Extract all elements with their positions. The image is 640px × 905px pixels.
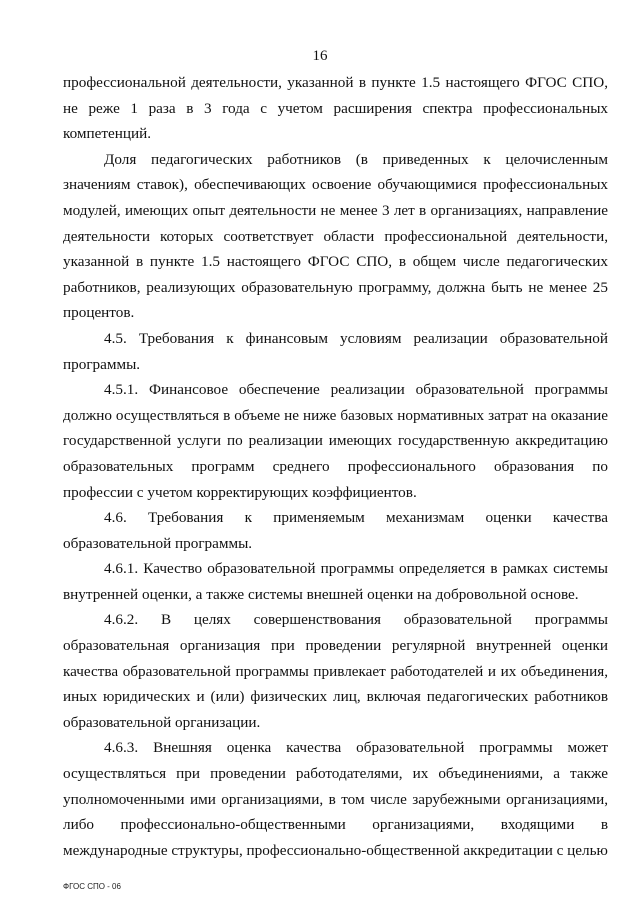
paragraph: профессиональной деятельности, указанной в пункте 1.5 настоящего ФГОС СПО, не реже 1 раза в 3 года с учетом расширения спектра профессиональных компетенций. xyxy=(63,74,608,143)
paragraph: Доля педагогических работников (в приведенных к целочисленным значениям ставок), обеспечивающих освоение обучающимися профессиональных модулей, имеющих опыт деятельности не менее 3 лет в организациях, направление деятельности которых соответствует области профессиональной деятельности, указанной в пункте 1.5 настоящего ФГОС СПО, в общем числе педагогических работников, реализующих образовательную программу, должна быть не менее 25 процентов. xyxy=(63,150,608,322)
section-heading: 4.6. Требования к применяемым механизмам оценки качества образовательной программы. xyxy=(63,509,608,552)
document-body xyxy=(63,70,608,863)
paragraph: 4.6.2. В целях совершенствования образовательной программы образовательная организация при проведении регулярной внутренней оценки качества образовательной программы привлекает работодателей и их объединения, иных юридических и (или) физических лиц, включая педагогических работников образовательной организации. xyxy=(63,611,608,731)
paragraph: 4.6.3. Внешняя оценка качества образовательной программы может осуществляться при проведении работодателями, их объединениями, а также уполномоченными ими организациями, в том числе зарубежными организациями, либо профессионально-общественными организациями, входящими в международные структуры, профессионально-общественной аккредитации с целью xyxy=(63,739,608,859)
section-heading: 4.5. Требования к финансовым условиям реализации образовательной программы. xyxy=(63,329,608,373)
page-number: 16 xyxy=(312,48,328,64)
paragraph: 4.6.1. Качество образовательной программы определяется в рамках системы внутренней оценки, а также системы внешней оценки на добровольной основе. xyxy=(63,560,608,603)
paragraph: 4.5.1. Финансовое обеспечение реализации образовательной программы должно осуществляться в объеме не ниже базовых нормативных затрат на оказание государственной услуги по реализации имеющих государственную аккредитацию образовательных программ среднего профессионального образования по профессии с учетом корректирующих коэффициентов. xyxy=(63,381,608,501)
footer-label: ФГОС СПО - 06 xyxy=(63,882,121,891)
